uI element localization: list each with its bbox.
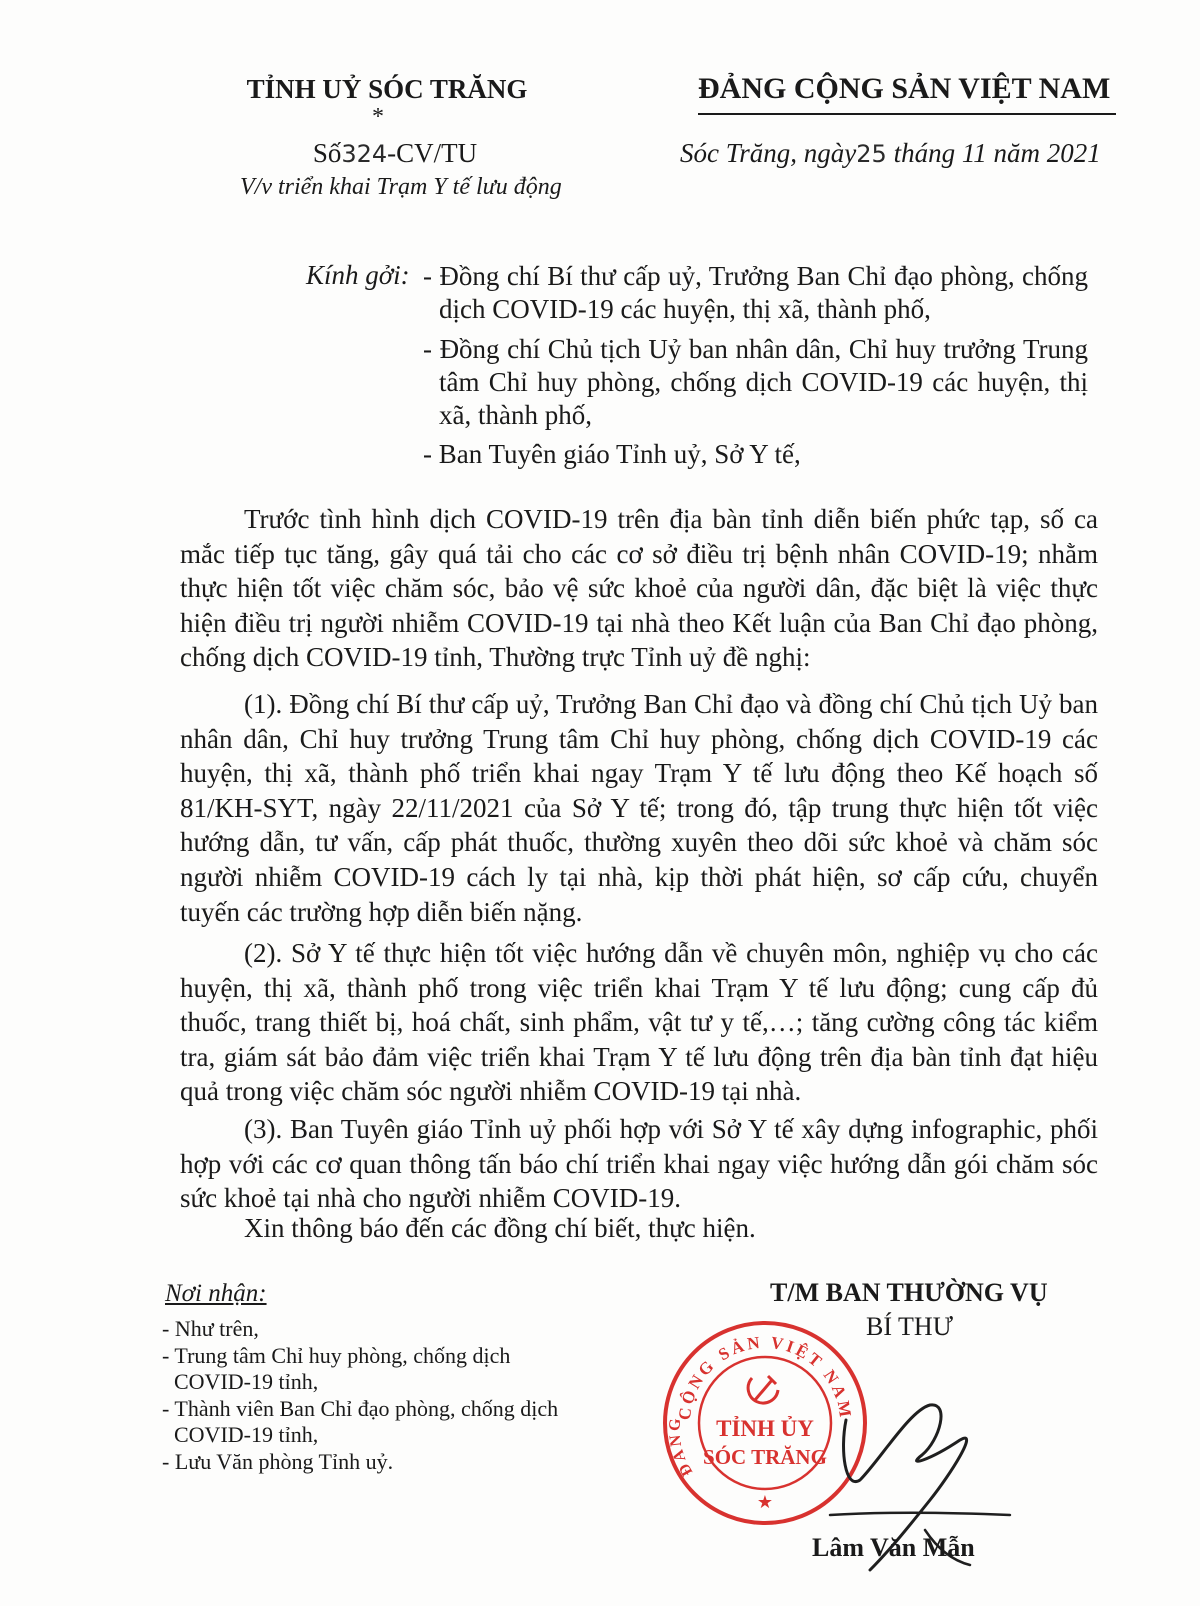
distribution-item: - Lưu Văn phòng Tỉnh uỷ. [162,1448,394,1474]
distribution-item: - Như trên, [162,1316,259,1341]
document-subject: V/v triển khai Trạm Y tế lưu động [240,174,562,200]
signature-position: BÍ THƯ [866,1312,953,1341]
hammer-sickle-icon [748,1376,778,1403]
body-paragraph: Trước tình hình dịch COVID-19 trên địa bàn tỉnh diễn biến phức tạp, số ca mắc tiếp tục tăng, gây quá tải cho các cơ sở điều trị bệnh nhân COVID-19; nhằm thực hiện tốt việc chăm sóc, bảo vệ sức khoẻ của người dân, đặc biệt là việc thực hiện điều trị người nhiễm COVID-19 tại nhà theo Kết luận của Ban Chỉ đạo phòng, chống dịch COVID-19 tỉnh, Thường trực Tỉnh uỷ đề nghị: [180,504,1098,673]
seal-center-line1: TỈNH ỦY [716,1416,814,1441]
distribution-label: Nơi nhận: [165,1280,267,1307]
seal-star-icon: ★ [756,1492,774,1512]
seal-left-text: ĐẢNG [666,1414,697,1479]
distribution-item: - Trung tâm Chỉ huy phòng, chống dịch COVID-19 tỉnh, [162,1342,511,1394]
recipient-item: - Ban Tuyên giáo Tỉnh uỷ, Sở Y tế, [423,439,801,469]
recipient-item: - Đồng chí Bí thư cấp uỷ, Trưởng Ban Chỉ đạo phòng, chống dịch COVID-19 các huyện, thị xã, thành phố, [423,261,1088,324]
recipients-label: Kính gởi: [306,260,410,290]
body-paragraph: (3). Ban Tuyên giáo Tỉnh uỷ phối hợp với Sở Y tế xây dựng infographic, phối hợp với các cơ quan thông tấn báo chí triển khai ngay việc hướng dẫn gói chăm sóc sức khoẻ tại nhà cho người nhiễm COVID-19. [180,1114,1098,1214]
closing-paragraph: Xin thông báo đến các đồng chí biết, thực hiện. [244,1213,756,1243]
party-name: ĐẢNG CỘNG SẢN VIỆT NAM [698,72,1111,105]
recipient-item: - Đồng chí Chủ tịch Uỷ ban nhân dân, Chỉ huy trưởng Trung tâm Chỉ huy phòng, chống dịch COVID-19 các huyện, thị xã, thành phố, [423,334,1088,430]
star-mark: * [372,104,384,130]
doc-number-suffix: -CV/TU [387,138,478,168]
date-day-handwritten: 25 [856,140,887,168]
body-paragraph: (2). Sở Y tế thực hiện tốt việc hướng dẫn về chuyên môn, nghiệp vụ cho các huyện, thị xã, thành phố trong việc triển khai Trạm Y tế lưu động; cung cấp đủ thuốc, trang thiết bị, hoá chất, sinh phẩm, vật tư y tế,…; tăng cường công tác kiểm tra, giám sát bảo đảm việc triển khai Trạm Y tế lưu động trên địa bàn tỉnh đạt hiệu quả trong việc chăm sóc người nhiễm COVID-19 tại nhà. [180,938,1098,1107]
distribution-item: - Thành viên Ban Chỉ đạo phòng, chống dịch COVID-19 tỉnh, [162,1395,559,1447]
dateline [680,138,1101,169]
issuing-organization: TỈNH UỶ SÓC TRĂNG [246,74,528,104]
seal-ring-text: CỘNG SẢN VIỆT NAM [674,1332,856,1422]
signature-on-behalf: T/M BAN THƯỜNG VỤ [770,1278,1048,1307]
doc-number-handwritten: 324 [341,140,388,168]
doc-number-prefix: Số [312,138,342,168]
body-paragraph: (1). Đồng chí Bí thư cấp uỷ, Trưởng Ban Chỉ đạo và đồng chí Chủ tịch Uỷ ban nhân dân, Chỉ huy trưởng Trung tâm Chỉ huy phòng, chống dịch COVID-19 các huyện, thị xã, thành phố triển khai ngay Trạm Y tế lưu động theo Kế hoạch số 81/KH-SYT, ngày 22/11/2021 của Sở Y tế; trong đó, tập trung thực hiện tốt việc hướng dẫn, tư vấn, cấp phát thuốc, thường xuyên theo dõi sức khoẻ và chăm sóc người nhiễm COVID-19 cách ly tại nhà, kịp thời phát hiện, sơ cấp cứu, chuyển tuyến các trường hợp diễn biến nặng. [180,689,1098,927]
document-number [270,138,520,169]
date-suffix: tháng 11 năm 2021 [893,138,1101,168]
seal-center-line2: SÓC TRĂNG [703,1445,827,1469]
date-prefix: Sóc Trăng, ngày [680,138,857,168]
signer-name: Lâm Văn Mẫn [812,1533,975,1562]
distribution-list [162,1316,562,1475]
party-underline [698,113,1116,115]
